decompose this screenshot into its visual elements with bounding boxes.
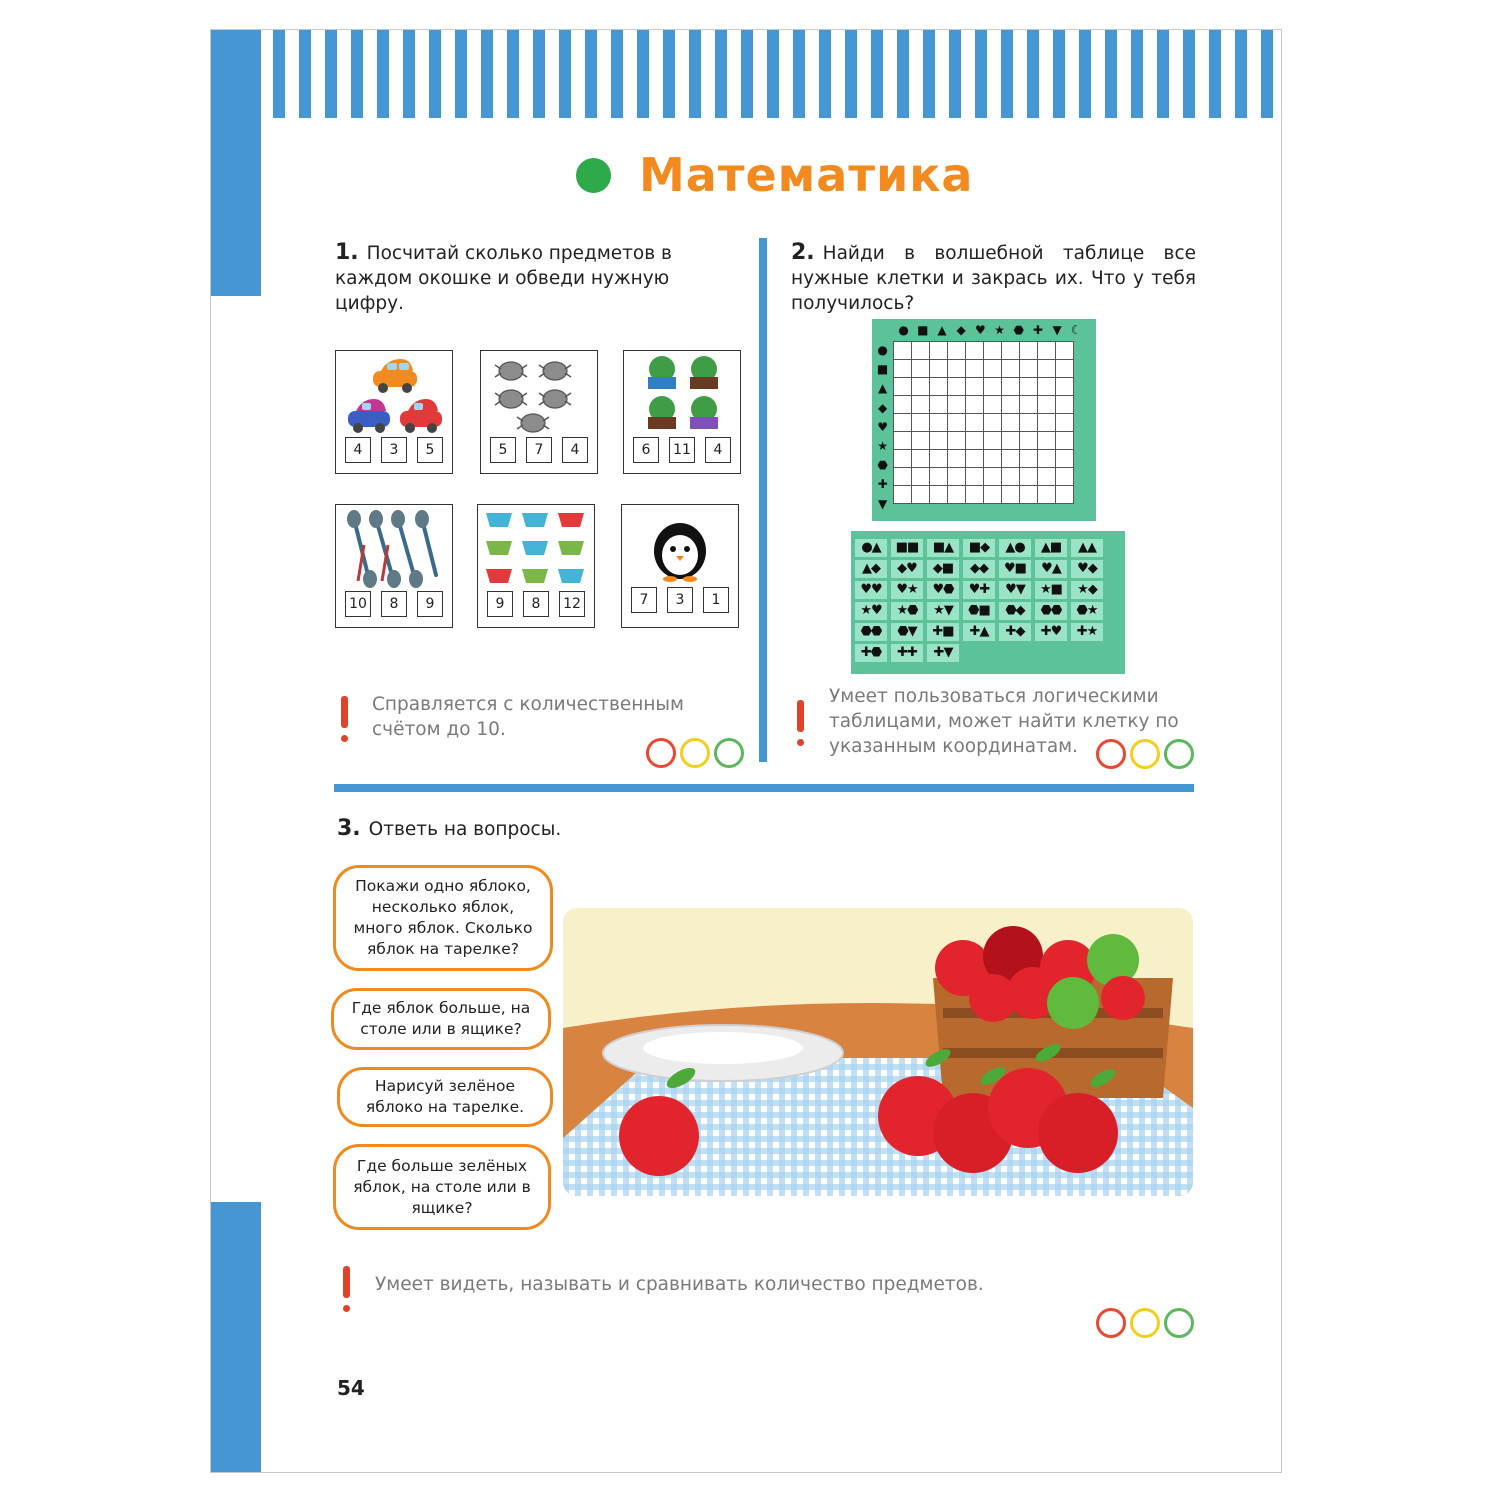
- grid-cell[interactable]: [930, 468, 948, 486]
- grid-cell[interactable]: [894, 396, 912, 414]
- grid-cell[interactable]: [1038, 342, 1056, 360]
- grid-cell[interactable]: [948, 486, 966, 504]
- column-symbol: ⬣: [1013, 323, 1024, 337]
- grid-cell[interactable]: [930, 486, 948, 504]
- grid-cell[interactable]: [984, 468, 1002, 486]
- rating-circles: [646, 738, 744, 768]
- coordinate-code: ✚★: [1071, 623, 1103, 641]
- coordinate-code: ⬣⬣: [1035, 602, 1067, 620]
- grid-cell[interactable]: [930, 360, 948, 378]
- coordinate-code: ✚▲: [963, 623, 995, 641]
- count-box-shovels: [335, 504, 453, 628]
- coordinate-code: ●▲: [855, 539, 887, 557]
- row-symbol: ▼: [877, 496, 888, 511]
- column-symbols: [894, 321, 1086, 340]
- answer-options: [624, 437, 740, 463]
- coordinate-code: ✚◆: [999, 623, 1031, 641]
- coordinate-code: ▲●: [999, 539, 1031, 557]
- grid-cell[interactable]: [1056, 468, 1074, 486]
- count-box-spiders: [480, 350, 598, 474]
- column-symbol: ◆: [956, 323, 966, 337]
- grid-cell[interactable]: [1020, 342, 1038, 360]
- rating-circle-red[interactable]: [1096, 739, 1126, 769]
- coordinate-code: ✚■: [927, 623, 959, 641]
- coordinate-code: ★▼: [927, 602, 959, 620]
- column-symbol: ✚: [1032, 323, 1043, 337]
- coloring-grid: [893, 341, 1074, 504]
- grid-cell[interactable]: [1020, 450, 1038, 468]
- answer-option[interactable]: 5: [490, 437, 516, 463]
- row-symbol: ●: [877, 343, 888, 357]
- coordinate-code: ⬣■: [963, 602, 995, 620]
- coordinate-code: ■■: [891, 539, 923, 557]
- title-block: [576, 142, 973, 208]
- exclamation-icon: [795, 700, 805, 748]
- grid-cell[interactable]: [1038, 378, 1056, 396]
- coordinate-code: ★♥: [855, 602, 887, 620]
- grid-cell[interactable]: [1020, 486, 1038, 504]
- grid-cell[interactable]: [912, 378, 930, 396]
- grid-cell[interactable]: [966, 414, 984, 432]
- grid-cell[interactable]: [966, 360, 984, 378]
- answer-option[interactable]: 3: [667, 587, 693, 613]
- grid-cell[interactable]: [912, 414, 930, 432]
- grid-cell[interactable]: [1056, 396, 1074, 414]
- grid-cell[interactable]: [984, 360, 1002, 378]
- top-stripes: [273, 30, 1281, 118]
- coordinate-code: ♥✚: [963, 581, 995, 599]
- grid-cell[interactable]: [1056, 486, 1074, 504]
- task1-text: Посчитай сколько предметов в каждом окошке и обведи нужную цифру.: [335, 243, 672, 314]
- coordinate-code: ★◆: [1071, 581, 1103, 599]
- rating-circle-red[interactable]: [646, 738, 676, 768]
- rating-circle-green[interactable]: [714, 738, 744, 768]
- question-bubble: Покажи одно яблоко, несколько яблок, много яблок. Сколько яблок на тарелке?: [333, 865, 553, 971]
- answer-option[interactable]: 12: [559, 591, 585, 617]
- grid-cell[interactable]: [894, 414, 912, 432]
- coordinate-code: ✚✚: [891, 644, 923, 662]
- coordinate-code: ★■: [1035, 581, 1067, 599]
- task1-prompt: [335, 240, 740, 316]
- row-symbol: ◆: [877, 400, 888, 415]
- grid-cell[interactable]: [948, 378, 966, 396]
- task3-note: Умеет видеть, называть и сравнивать количество предметов.: [375, 1274, 984, 1295]
- coordinate-code: ■▲: [927, 539, 959, 557]
- grid-cell[interactable]: [948, 414, 966, 432]
- answer-option[interactable]: 9: [417, 591, 443, 617]
- grid-cell[interactable]: [1002, 414, 1020, 432]
- grid-cell[interactable]: [966, 378, 984, 396]
- green-dot-icon: [576, 158, 611, 193]
- grid-cell[interactable]: [948, 450, 966, 468]
- spider-icon: [481, 351, 597, 441]
- grid-cell[interactable]: [948, 360, 966, 378]
- grid-cell[interactable]: [1056, 360, 1074, 378]
- answer-option[interactable]: 4: [562, 437, 588, 463]
- grid-cell[interactable]: [984, 342, 1002, 360]
- grid-cell[interactable]: [1002, 432, 1020, 450]
- coordinate-code: ⬣⬣: [855, 623, 887, 641]
- grid-cell[interactable]: [1020, 468, 1038, 486]
- answer-option[interactable]: 7: [631, 587, 657, 613]
- grid-cell[interactable]: [912, 396, 930, 414]
- answer-options: [336, 591, 452, 617]
- grid-cell[interactable]: [1002, 378, 1020, 396]
- grid-cell[interactable]: [966, 450, 984, 468]
- answer-option[interactable]: 3: [381, 437, 407, 463]
- answer-option[interactable]: 10: [345, 591, 371, 617]
- magic-table: [872, 319, 1096, 521]
- grid-cell[interactable]: [984, 396, 1002, 414]
- coordinate-codes: [851, 531, 1125, 674]
- apples-illustration: [563, 908, 1193, 1196]
- row-symbol: ♥: [877, 419, 888, 434]
- answer-option[interactable]: 4: [345, 437, 371, 463]
- coordinate-code: ⬣▼: [891, 623, 923, 641]
- grid-cell[interactable]: [984, 414, 1002, 432]
- rating-circle-yellow[interactable]: [1130, 739, 1160, 769]
- grid-cell[interactable]: [1038, 468, 1056, 486]
- grid-cell[interactable]: [1002, 468, 1020, 486]
- rating-circle-green[interactable]: [1164, 1308, 1194, 1338]
- grid-cell[interactable]: [930, 378, 948, 396]
- cactus-icon: [624, 351, 740, 441]
- grid-cell[interactable]: [1038, 396, 1056, 414]
- coordinate-code: ⬣◆: [999, 602, 1031, 620]
- row-symbol: ▲: [877, 381, 888, 396]
- answer-options: [336, 437, 452, 463]
- coordinate-code: ✚▼: [927, 644, 959, 662]
- grid-cell[interactable]: [966, 432, 984, 450]
- grid-cell[interactable]: [966, 486, 984, 504]
- coordinate-code: ▲▲: [1071, 539, 1103, 557]
- grid-cell[interactable]: [930, 396, 948, 414]
- answer-option[interactable]: 11: [669, 437, 695, 463]
- rating-circle-yellow[interactable]: [1130, 1308, 1160, 1338]
- grid-cell[interactable]: [930, 432, 948, 450]
- count-box-cups: [477, 504, 595, 628]
- grid-cell[interactable]: [984, 432, 1002, 450]
- rating-circle-yellow[interactable]: [680, 738, 710, 768]
- row-symbol: ⬣: [877, 458, 888, 473]
- count-box-cacti: [623, 350, 741, 474]
- side-bar-bottom: [211, 1202, 261, 1472]
- grid-cell[interactable]: [1020, 396, 1038, 414]
- grid-cell[interactable]: [1002, 450, 1020, 468]
- coordinate-code: ♥▲: [1035, 560, 1067, 578]
- grid-cell[interactable]: [894, 360, 912, 378]
- apples-scene: [563, 908, 1193, 1196]
- grid-cell[interactable]: [966, 342, 984, 360]
- task1-note: Справляется с количественным счётом до 10.: [372, 694, 684, 740]
- grid-cell[interactable]: [1020, 432, 1038, 450]
- grid-cell[interactable]: [1020, 414, 1038, 432]
- answer-option[interactable]: 6: [633, 437, 659, 463]
- answer-option[interactable]: 8: [523, 591, 549, 617]
- penguin-icon: [622, 505, 738, 595]
- coordinate-code: ♥◆: [1071, 560, 1103, 578]
- column-symbol: ★: [994, 323, 1005, 337]
- task2-text: Найди в волшебной таблице все нужные клетки и закрась их. Что у тебя получилось?: [791, 243, 1196, 314]
- grid-cell[interactable]: [948, 468, 966, 486]
- coordinate-code: ◆◆: [963, 560, 995, 578]
- grid-cell[interactable]: [948, 432, 966, 450]
- exclamation-icon: [339, 696, 349, 744]
- vertical-divider: [759, 238, 767, 762]
- shovel-icon: [336, 505, 452, 595]
- horizontal-divider: [334, 784, 1194, 792]
- coordinate-code: ★⬣: [891, 602, 923, 620]
- code-list: [855, 539, 1103, 662]
- grid-cell[interactable]: [948, 342, 966, 360]
- grid-cell[interactable]: [984, 378, 1002, 396]
- row-symbol: ✚: [877, 477, 888, 492]
- column-symbol: ▼: [1052, 323, 1062, 337]
- grid-cell[interactable]: [1056, 414, 1074, 432]
- coordinate-code: ✚⬣: [855, 644, 887, 662]
- grid-cell[interactable]: [1038, 486, 1056, 504]
- task1-number: 1.: [335, 240, 359, 265]
- coordinate-code: ■◆: [963, 539, 995, 557]
- grid-cell[interactable]: [1038, 360, 1056, 378]
- grid-cell[interactable]: [894, 378, 912, 396]
- grid-cell[interactable]: [894, 486, 912, 504]
- question-bubble: Где больше зелёных яблок, на столе или в ящике?: [333, 1144, 551, 1230]
- column-symbol: ☾: [1070, 323, 1082, 337]
- cup-icon: [478, 505, 594, 595]
- grid-cell[interactable]: [894, 450, 912, 468]
- row-symbols: [873, 341, 892, 514]
- answer-option[interactable]: 8: [381, 591, 407, 617]
- grid-cell[interactable]: [1020, 378, 1038, 396]
- car-icon: [336, 351, 452, 441]
- grid-cell[interactable]: [912, 468, 930, 486]
- grid-cell[interactable]: [1038, 414, 1056, 432]
- column-symbol: ■: [917, 323, 929, 337]
- grid-cell[interactable]: [930, 414, 948, 432]
- grid-cell[interactable]: [912, 432, 930, 450]
- grid-cell[interactable]: [1002, 486, 1020, 504]
- answer-option[interactable]: 9: [487, 591, 513, 617]
- coordinate-code: ▲◆: [855, 560, 887, 578]
- answer-options: [481, 437, 597, 463]
- coordinate-code: ♥■: [999, 560, 1031, 578]
- task3-text: Ответь на вопросы.: [368, 819, 562, 840]
- grid-cell[interactable]: [930, 342, 948, 360]
- grid-cell[interactable]: [1002, 396, 1020, 414]
- grid-cell[interactable]: [912, 342, 930, 360]
- coordinate-code: ⬣★: [1071, 602, 1103, 620]
- grid-cell[interactable]: [912, 360, 930, 378]
- exclamation-icon: [341, 1266, 351, 1314]
- side-bar-top: [211, 30, 261, 296]
- task2-prompt: [791, 240, 1196, 316]
- coordinate-code: ✚♥: [1035, 623, 1067, 641]
- grid-cell[interactable]: [984, 486, 1002, 504]
- column-symbol: ●: [898, 323, 909, 337]
- answer-options: [478, 591, 594, 617]
- answer-options: [622, 587, 738, 613]
- row-symbol: ★: [877, 438, 888, 453]
- grid-cell[interactable]: [930, 450, 948, 468]
- page-title: Математика: [639, 148, 974, 202]
- column-symbol: ▲: [937, 323, 947, 337]
- task3-prompt: [337, 816, 837, 842]
- grid-cell[interactable]: [966, 468, 984, 486]
- question-bubble: Где яблок больше, на столе или в ящике?: [331, 988, 551, 1050]
- grid-cell[interactable]: [1038, 450, 1056, 468]
- grid-cell[interactable]: [1002, 360, 1020, 378]
- answer-option[interactable]: 7: [526, 437, 552, 463]
- grid-cell[interactable]: [912, 486, 930, 504]
- coordinate-code: ♥♥: [855, 581, 887, 599]
- answer-option[interactable]: 1: [703, 587, 729, 613]
- column-symbol: ♥: [974, 323, 986, 337]
- rating-circle-green[interactable]: [1164, 739, 1194, 769]
- coordinate-code: ♥⬣: [927, 581, 959, 599]
- coordinate-code: ▲■: [1035, 539, 1067, 557]
- grid-cell[interactable]: [984, 450, 1002, 468]
- grid-cell[interactable]: [948, 396, 966, 414]
- grid-cell[interactable]: [912, 450, 930, 468]
- task2-number: 2.: [791, 240, 815, 265]
- count-box-penguin: [621, 504, 739, 628]
- rating-circles: [1096, 739, 1194, 769]
- answer-option[interactable]: 5: [417, 437, 443, 463]
- grid-cell[interactable]: [894, 432, 912, 450]
- page-number: 54: [337, 1376, 365, 1400]
- coordinate-code: ◆♥: [891, 560, 923, 578]
- row-symbol: ■: [876, 362, 889, 377]
- coordinate-code: ♥★: [891, 581, 923, 599]
- grid-cell[interactable]: [1056, 450, 1074, 468]
- grid-cell[interactable]: [1056, 432, 1074, 450]
- grid-cell[interactable]: [1020, 360, 1038, 378]
- answer-option[interactable]: 4: [705, 437, 731, 463]
- coordinate-code: ♥▼: [999, 581, 1031, 599]
- question-bubble: Нарисуй зелёное яблоко на тарелке.: [337, 1067, 553, 1127]
- grid-cell[interactable]: [1038, 432, 1056, 450]
- grid-cell[interactable]: [1056, 378, 1074, 396]
- grid-cell[interactable]: [966, 396, 984, 414]
- workbook-page: [210, 29, 1282, 1473]
- task2-note: Умеет пользоваться логическими таблицами, может найти клетку по указанным координатам.: [829, 686, 1179, 757]
- grid-cell[interactable]: [894, 468, 912, 486]
- rating-circles: [1096, 1308, 1194, 1338]
- grid-cell[interactable]: [1002, 342, 1020, 360]
- task3-number: 3.: [337, 816, 361, 841]
- grid-cell[interactable]: [894, 342, 912, 360]
- rating-circle-red[interactable]: [1096, 1308, 1126, 1338]
- coordinate-code: ◆■: [927, 560, 959, 578]
- grid-cell[interactable]: [1056, 342, 1074, 360]
- count-box-cars: [335, 350, 453, 474]
